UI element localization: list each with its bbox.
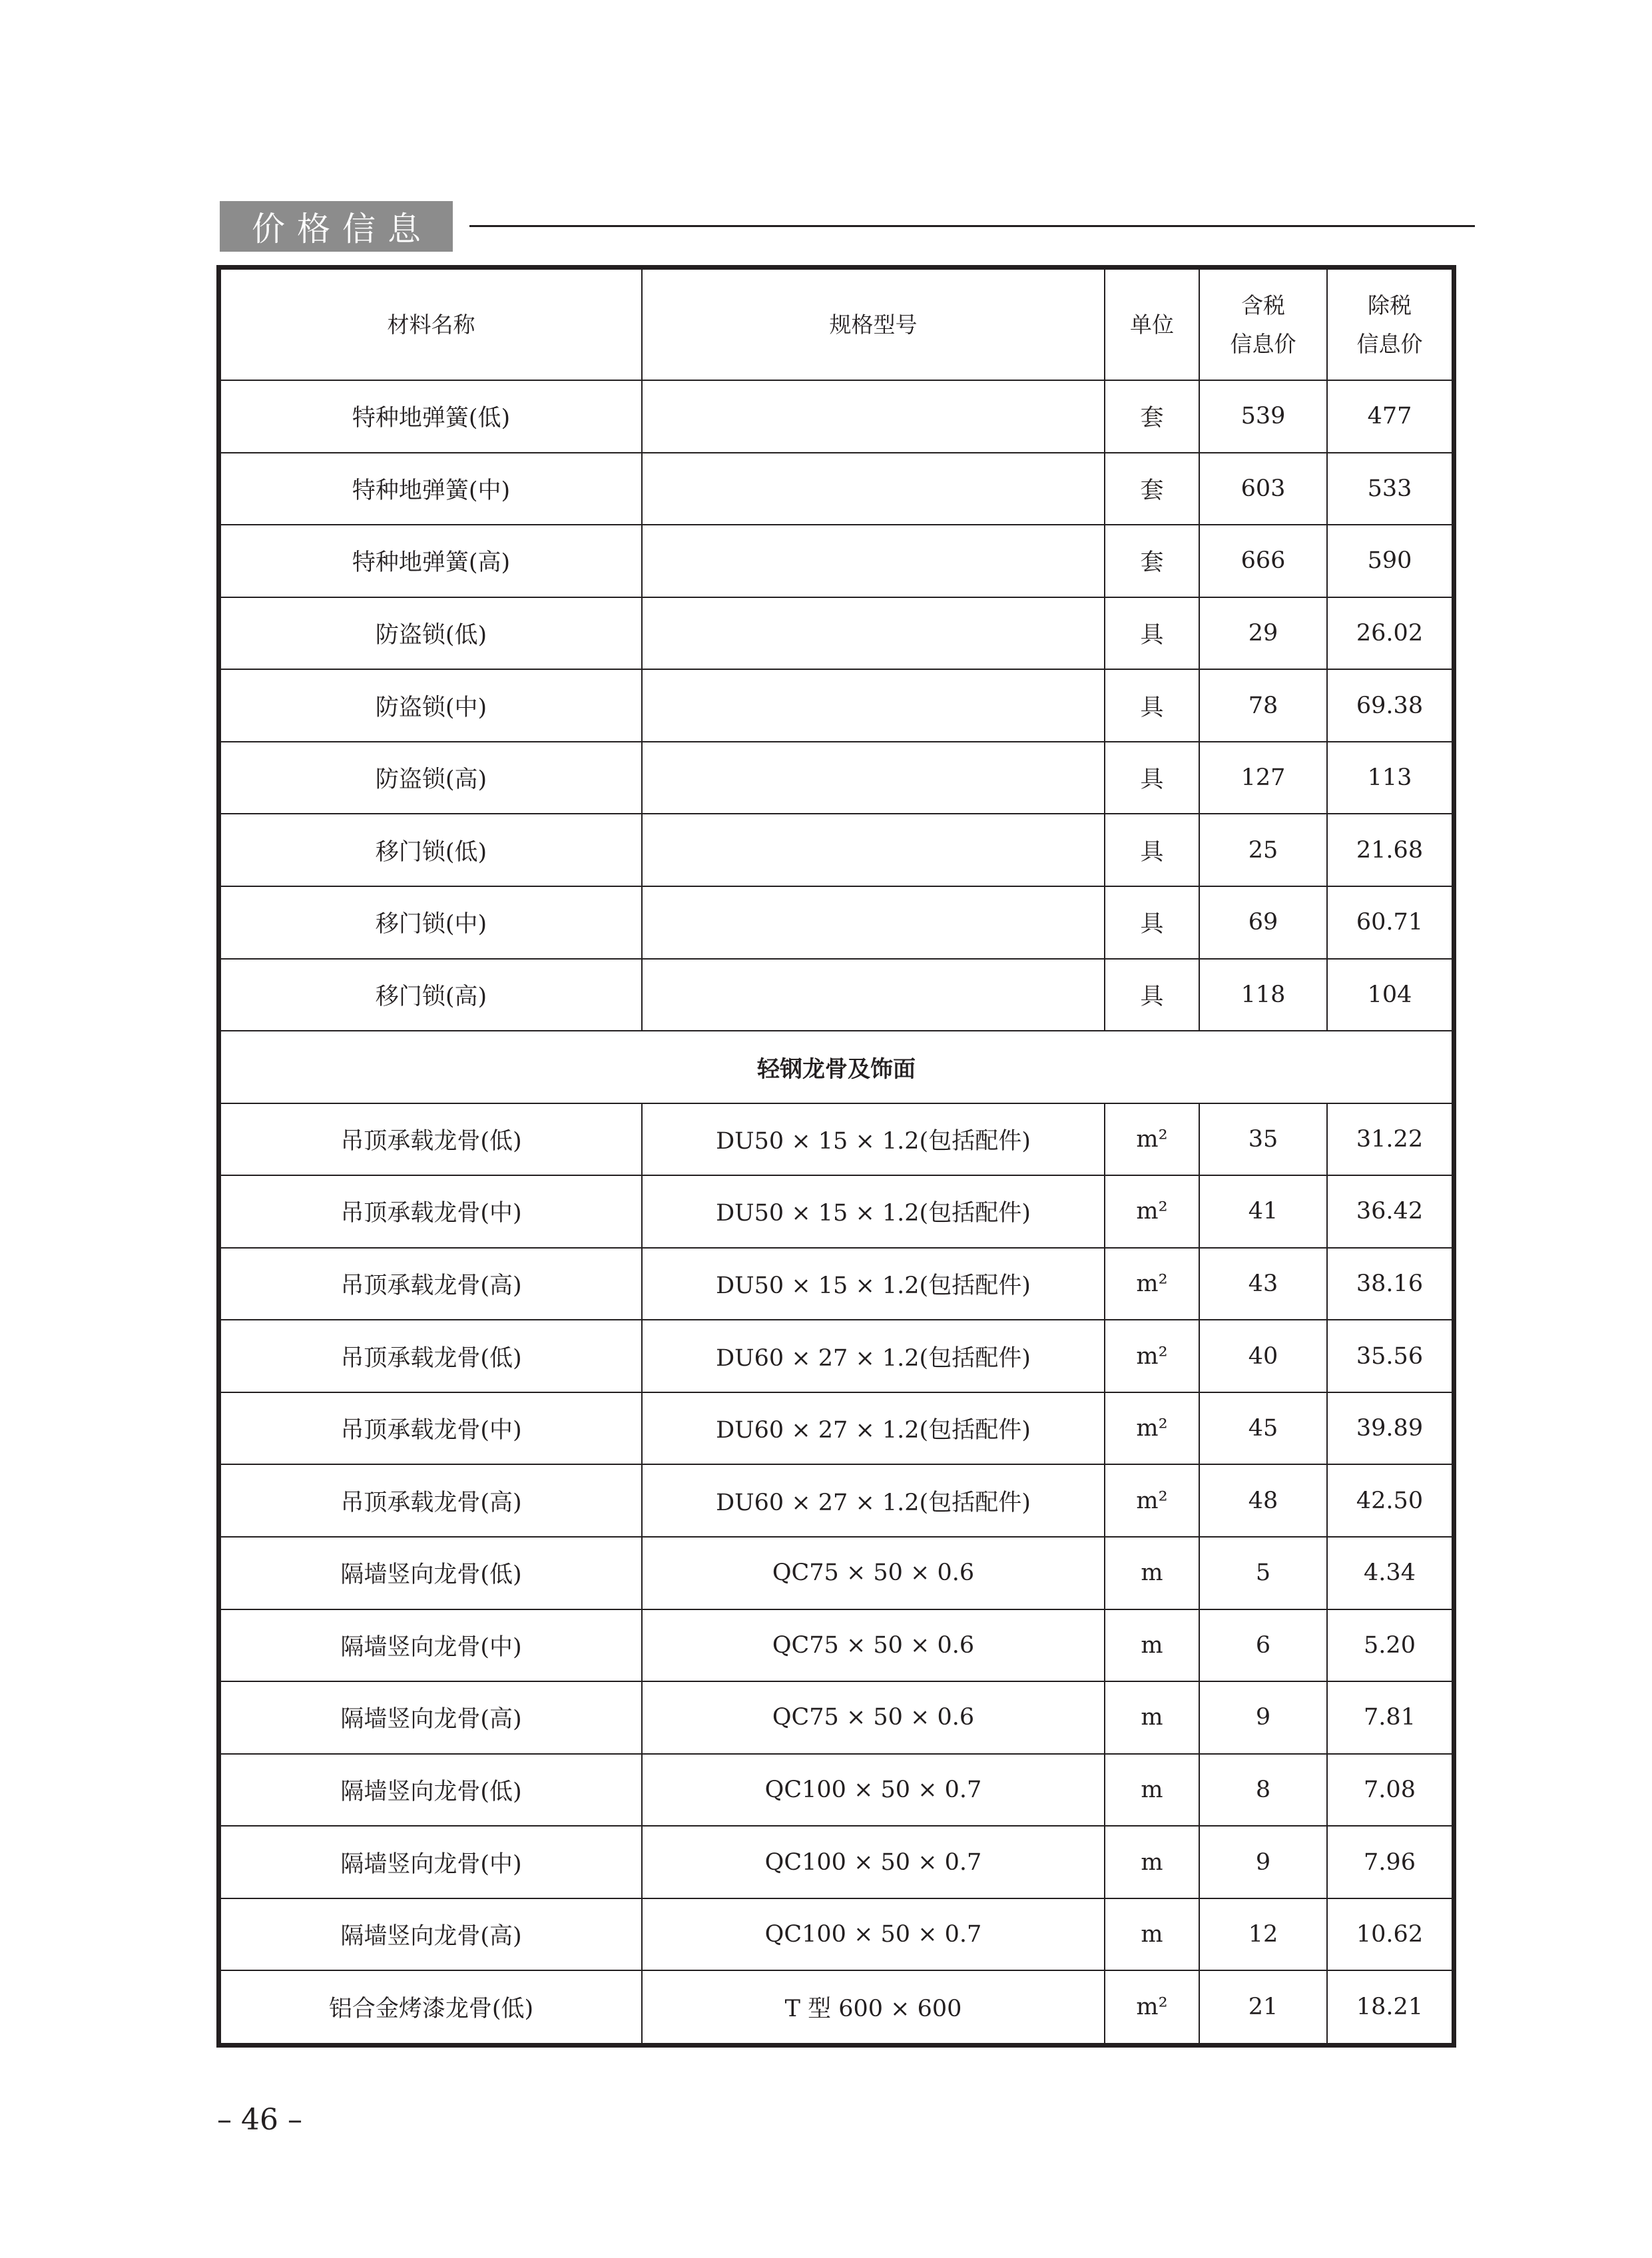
cell-price-without-tax: 533 [1327, 453, 1452, 525]
cell-material-name: 防盗锁(低) [221, 597, 642, 670]
cell-price-without-tax: 38.16 [1327, 1248, 1452, 1320]
cell-price-without-tax: 39.89 [1327, 1392, 1452, 1465]
cell-price-with-tax: 43 [1199, 1248, 1327, 1320]
cell-price-with-tax: 118 [1199, 959, 1327, 1031]
cell-material-name: 铝合金烤漆龙骨(低) [221, 1970, 642, 2043]
cell-price-with-tax: 603 [1199, 453, 1327, 525]
cell-price-without-tax: 104 [1327, 959, 1452, 1031]
cell-price-with-tax: 21 [1199, 1970, 1327, 2043]
cell-spec-model [642, 597, 1105, 670]
section-title: 轻钢龙骨及饰面 [221, 1031, 1452, 1103]
header-spec-model: 规格型号 [642, 270, 1105, 380]
cell-spec-model [642, 380, 1105, 453]
table-row [221, 1175, 1452, 1248]
price-table-frame [216, 265, 1456, 2048]
cell-price-with-tax: 45 [1199, 1392, 1327, 1465]
table-row [221, 1826, 1452, 1898]
header-unit: 单位 [1105, 270, 1199, 380]
cell-unit: m [1105, 1609, 1199, 1682]
cell-unit: m² [1105, 1320, 1199, 1392]
cell-spec-model: QC100 × 50 × 0.7 [642, 1898, 1105, 1971]
cell-material-name: 吊顶承载龙骨(低) [221, 1103, 642, 1176]
cell-price-without-tax: 35.56 [1327, 1320, 1452, 1392]
cell-spec-model [642, 814, 1105, 886]
cell-spec-model [642, 959, 1105, 1031]
cell-unit: 具 [1105, 669, 1199, 742]
cell-price-without-tax: 60.71 [1327, 886, 1452, 959]
cell-material-name: 吊顶承载龙骨(高) [221, 1248, 642, 1320]
cell-unit: m [1105, 1681, 1199, 1754]
cell-unit: 具 [1105, 597, 1199, 670]
header-material-name: 材料名称 [221, 270, 642, 380]
cell-spec-model [642, 742, 1105, 814]
cell-price-without-tax: 590 [1327, 525, 1452, 597]
cell-price-with-tax: 25 [1199, 814, 1327, 886]
page-number: – 46 – [217, 2103, 302, 2137]
cell-price-with-tax: 6 [1199, 1609, 1327, 1682]
cell-unit: m² [1105, 1248, 1199, 1320]
cell-spec-model: DU60 × 27 × 1.2(包括配件) [642, 1392, 1105, 1465]
cell-price-without-tax: 69.38 [1327, 669, 1452, 742]
header-price-without-tax: 除税 信息价 [1327, 270, 1452, 380]
cell-material-name: 隔墙竖向龙骨(低) [221, 1537, 642, 1609]
cell-price-without-tax: 113 [1327, 742, 1452, 814]
cell-price-with-tax: 48 [1199, 1464, 1327, 1537]
cell-material-name: 吊顶承载龙骨(高) [221, 1464, 642, 1537]
cell-spec-model [642, 453, 1105, 525]
cell-price-with-tax: 41 [1199, 1175, 1327, 1248]
cell-price-without-tax: 18.21 [1327, 1970, 1452, 2043]
table-row [221, 886, 1452, 959]
cell-material-name: 移门锁(高) [221, 959, 642, 1031]
cell-material-name: 隔墙竖向龙骨(中) [221, 1826, 642, 1898]
cell-price-without-tax: 31.22 [1327, 1103, 1452, 1176]
cell-material-name: 移门锁(低) [221, 814, 642, 886]
cell-material-name: 隔墙竖向龙骨(中) [221, 1609, 642, 1682]
cell-price-without-tax: 10.62 [1327, 1898, 1452, 1971]
cell-price-with-tax: 35 [1199, 1103, 1327, 1176]
table-row [221, 1248, 1452, 1320]
table-row [221, 1970, 1452, 2043]
cell-spec-model: QC75 × 50 × 0.6 [642, 1609, 1105, 1682]
cell-price-without-tax: 4.34 [1327, 1537, 1452, 1609]
table-row [221, 1464, 1452, 1537]
cell-unit: 套 [1105, 380, 1199, 453]
cell-unit: 具 [1105, 886, 1199, 959]
cell-price-without-tax: 36.42 [1327, 1175, 1452, 1248]
cell-material-name: 隔墙竖向龙骨(高) [221, 1681, 642, 1754]
table-row [221, 1609, 1452, 1682]
table-row [221, 1103, 1452, 1176]
cell-unit: m [1105, 1754, 1199, 1827]
cell-spec-model: QC75 × 50 × 0.6 [642, 1681, 1105, 1754]
cell-spec-model: DU60 × 27 × 1.2(包括配件) [642, 1464, 1105, 1537]
cell-price-with-tax: 78 [1199, 669, 1327, 742]
cell-unit: m² [1105, 1392, 1199, 1465]
cell-price-with-tax: 40 [1199, 1320, 1327, 1392]
cell-spec-model [642, 525, 1105, 597]
price-table [221, 270, 1452, 2043]
cell-unit: m² [1105, 1464, 1199, 1537]
cell-material-name: 移门锁(中) [221, 886, 642, 959]
cell-unit: m² [1105, 1970, 1199, 2043]
table-row [221, 814, 1452, 886]
cell-price-with-tax: 5 [1199, 1537, 1327, 1609]
cell-material-name: 吊顶承载龙骨(中) [221, 1175, 642, 1248]
table-row [221, 742, 1452, 814]
cell-spec-model: DU60 × 27 × 1.2(包括配件) [642, 1320, 1105, 1392]
cell-unit: m² [1105, 1103, 1199, 1176]
cell-price-with-tax: 12 [1199, 1898, 1327, 1971]
cell-spec-model: DU50 × 15 × 1.2(包括配件) [642, 1103, 1105, 1176]
table-row [221, 1537, 1452, 1609]
cell-spec-model: T 型 600 × 600 [642, 1970, 1105, 2043]
cell-price-with-tax: 127 [1199, 742, 1327, 814]
section-header-title: 价格信息 [252, 210, 433, 248]
cell-unit: 套 [1105, 453, 1199, 525]
cell-price-without-tax: 7.81 [1327, 1681, 1452, 1754]
cell-price-without-tax: 26.02 [1327, 597, 1452, 670]
cell-price-without-tax: 7.96 [1327, 1826, 1452, 1898]
cell-material-name: 隔墙竖向龙骨(低) [221, 1754, 642, 1827]
section-header-tag [220, 201, 453, 252]
cell-price-with-tax: 666 [1199, 525, 1327, 597]
cell-material-name: 防盗锁(中) [221, 669, 642, 742]
table-row [221, 597, 1452, 670]
cell-price-without-tax: 21.68 [1327, 814, 1452, 886]
table-row [221, 959, 1452, 1031]
cell-spec-model [642, 886, 1105, 959]
cell-price-with-tax: 8 [1199, 1754, 1327, 1827]
cell-unit: m [1105, 1826, 1199, 1898]
header-price-with-tax: 含税 信息价 [1199, 270, 1327, 380]
table-row [221, 453, 1452, 525]
cell-material-name: 防盗锁(高) [221, 742, 642, 814]
cell-price-without-tax: 7.08 [1327, 1754, 1452, 1827]
table-row [221, 1320, 1452, 1392]
cell-price-with-tax: 29 [1199, 597, 1327, 670]
cell-unit: 具 [1105, 959, 1199, 1031]
table-row [221, 1898, 1452, 1971]
cell-price-with-tax: 69 [1199, 886, 1327, 959]
table-row [221, 1754, 1452, 1827]
cell-material-name: 吊顶承载龙骨(中) [221, 1392, 642, 1465]
table-row [221, 1392, 1452, 1465]
table-row [221, 1681, 1452, 1754]
cell-material-name: 特种地弹簧(高) [221, 525, 642, 597]
cell-material-name: 隔墙竖向龙骨(高) [221, 1898, 642, 1971]
table-row [221, 380, 1452, 453]
cell-unit: m [1105, 1898, 1199, 1971]
cell-price-without-tax: 42.50 [1327, 1464, 1452, 1537]
section-row [221, 1031, 1452, 1103]
table-row [221, 525, 1452, 597]
cell-spec-model: DU50 × 15 × 1.2(包括配件) [642, 1248, 1105, 1320]
cell-unit: 套 [1105, 525, 1199, 597]
cell-spec-model: QC100 × 50 × 0.7 [642, 1754, 1105, 1827]
cell-price-without-tax: 477 [1327, 380, 1452, 453]
table-header-row [221, 270, 1452, 380]
cell-spec-model: DU50 × 15 × 1.2(包括配件) [642, 1175, 1105, 1248]
table-row [221, 669, 1452, 742]
cell-spec-model: QC100 × 50 × 0.7 [642, 1826, 1105, 1898]
cell-spec-model: QC75 × 50 × 0.6 [642, 1537, 1105, 1609]
cell-unit: m [1105, 1537, 1199, 1609]
cell-unit: 具 [1105, 742, 1199, 814]
cell-spec-model [642, 669, 1105, 742]
header-rule [469, 225, 1475, 227]
cell-price-with-tax: 9 [1199, 1681, 1327, 1754]
cell-price-without-tax: 5.20 [1327, 1609, 1452, 1682]
cell-unit: 具 [1105, 814, 1199, 886]
cell-price-with-tax: 9 [1199, 1826, 1327, 1898]
cell-material-name: 吊顶承载龙骨(低) [221, 1320, 642, 1392]
cell-unit: m² [1105, 1175, 1199, 1248]
cell-price-with-tax: 539 [1199, 380, 1327, 453]
cell-material-name: 特种地弹簧(中) [221, 453, 642, 525]
cell-material-name: 特种地弹簧(低) [221, 380, 642, 453]
